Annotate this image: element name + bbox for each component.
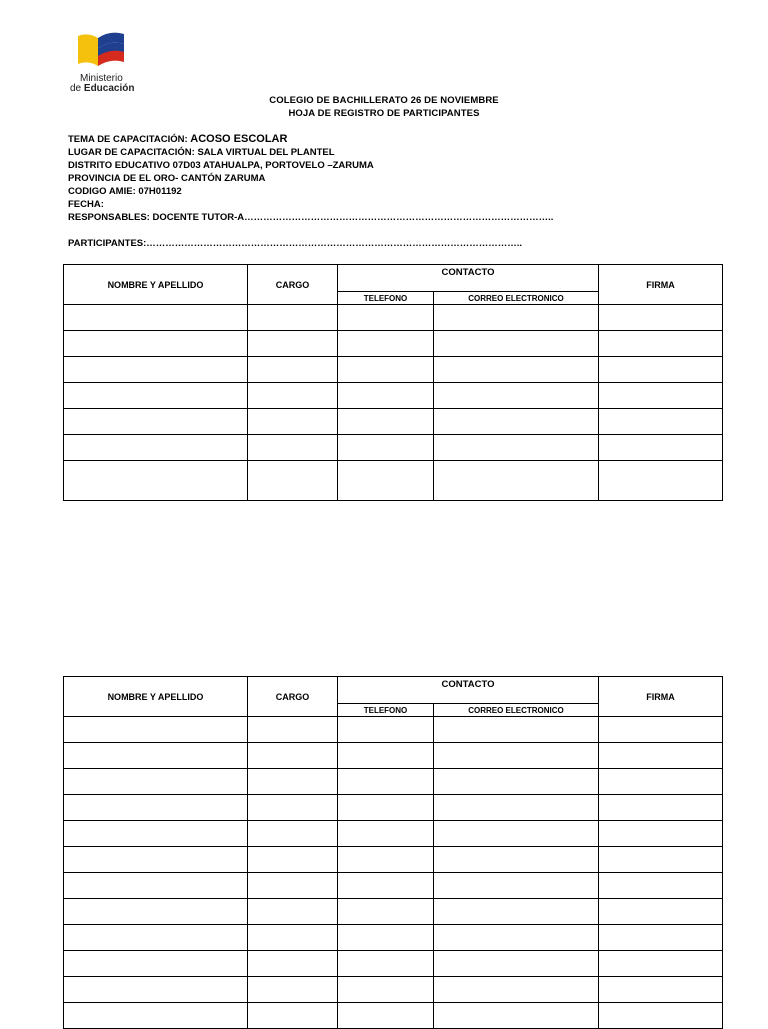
table-row bbox=[64, 769, 723, 795]
header-firma: FIRMA bbox=[599, 265, 723, 305]
table-row bbox=[64, 357, 723, 383]
table-row bbox=[64, 873, 723, 899]
header-cargo: CARGO bbox=[248, 677, 338, 717]
book-flag-icon bbox=[74, 30, 128, 70]
header-contacto: CONTACTO bbox=[338, 677, 599, 704]
table-row bbox=[64, 925, 723, 951]
table-row bbox=[64, 951, 723, 977]
logo-text-ministerio: Ministerio bbox=[80, 73, 123, 84]
header-telefono: TELEFONO bbox=[338, 292, 434, 305]
table-row bbox=[64, 717, 723, 743]
header-firma: FIRMA bbox=[599, 677, 723, 717]
table-row bbox=[64, 977, 723, 1003]
distrito-line: DISTRITO EDUCATIVO 07D03 ATAHUALPA, PORTOVELO –ZARUMA bbox=[68, 160, 374, 171]
header-telefono: TELEFONO bbox=[338, 704, 434, 717]
participantes-line: PARTICIPANTES:……………………………………………………………………………………………………….. bbox=[68, 238, 523, 249]
table-row bbox=[64, 409, 723, 435]
table-row bbox=[64, 1003, 723, 1029]
table-row bbox=[64, 331, 723, 357]
header-contacto: CONTACTO bbox=[338, 265, 599, 292]
provincia-line: PROVINCIA DE EL ORO- CANTÓN ZARUMA bbox=[68, 173, 266, 184]
logo-text-educacion: de Educación bbox=[70, 83, 135, 94]
table-row bbox=[64, 847, 723, 873]
table-row bbox=[64, 305, 723, 331]
responsables-line: RESPONSABLES: DOCENTE TUTOR-A…………………………………………………………………………………….. bbox=[68, 212, 554, 223]
tema-value: ACOSO ESCOLAR bbox=[190, 133, 288, 145]
header-correo: CORREO ELECTRONICO bbox=[434, 292, 599, 305]
table-row bbox=[64, 899, 723, 925]
codigo-line: CODIGO AMIE: 07H01192 bbox=[68, 186, 182, 197]
ministerio-logo bbox=[70, 30, 140, 96]
fecha-line: FECHA: bbox=[68, 199, 104, 210]
lugar-line: LUGAR DE CAPACITACIÓN: SALA VIRTUAL DEL PLANTEL bbox=[68, 147, 335, 158]
registration-table-2 bbox=[63, 676, 723, 1029]
header-correo: CORREO ELECTRONICO bbox=[434, 704, 599, 717]
table-row bbox=[64, 743, 723, 769]
school-title: COLEGIO DE BACHILLERATO 26 DE NOVIEMBRE bbox=[269, 95, 499, 106]
table-row bbox=[64, 461, 723, 501]
form-title: HOJA DE REGISTRO DE PARTICIPANTES bbox=[288, 108, 480, 119]
registration-table-1 bbox=[63, 264, 723, 501]
table-row bbox=[64, 435, 723, 461]
header-nombre: NOMBRE Y APELLIDO bbox=[64, 265, 248, 305]
header-cargo: CARGO bbox=[248, 265, 338, 305]
table-row bbox=[64, 795, 723, 821]
header-nombre: NOMBRE Y APELLIDO bbox=[64, 677, 248, 717]
tema-line: TEMA DE CAPACITACIÓN: ACOSO ESCOLAR bbox=[68, 133, 288, 145]
table-row bbox=[64, 383, 723, 409]
table-row bbox=[64, 821, 723, 847]
